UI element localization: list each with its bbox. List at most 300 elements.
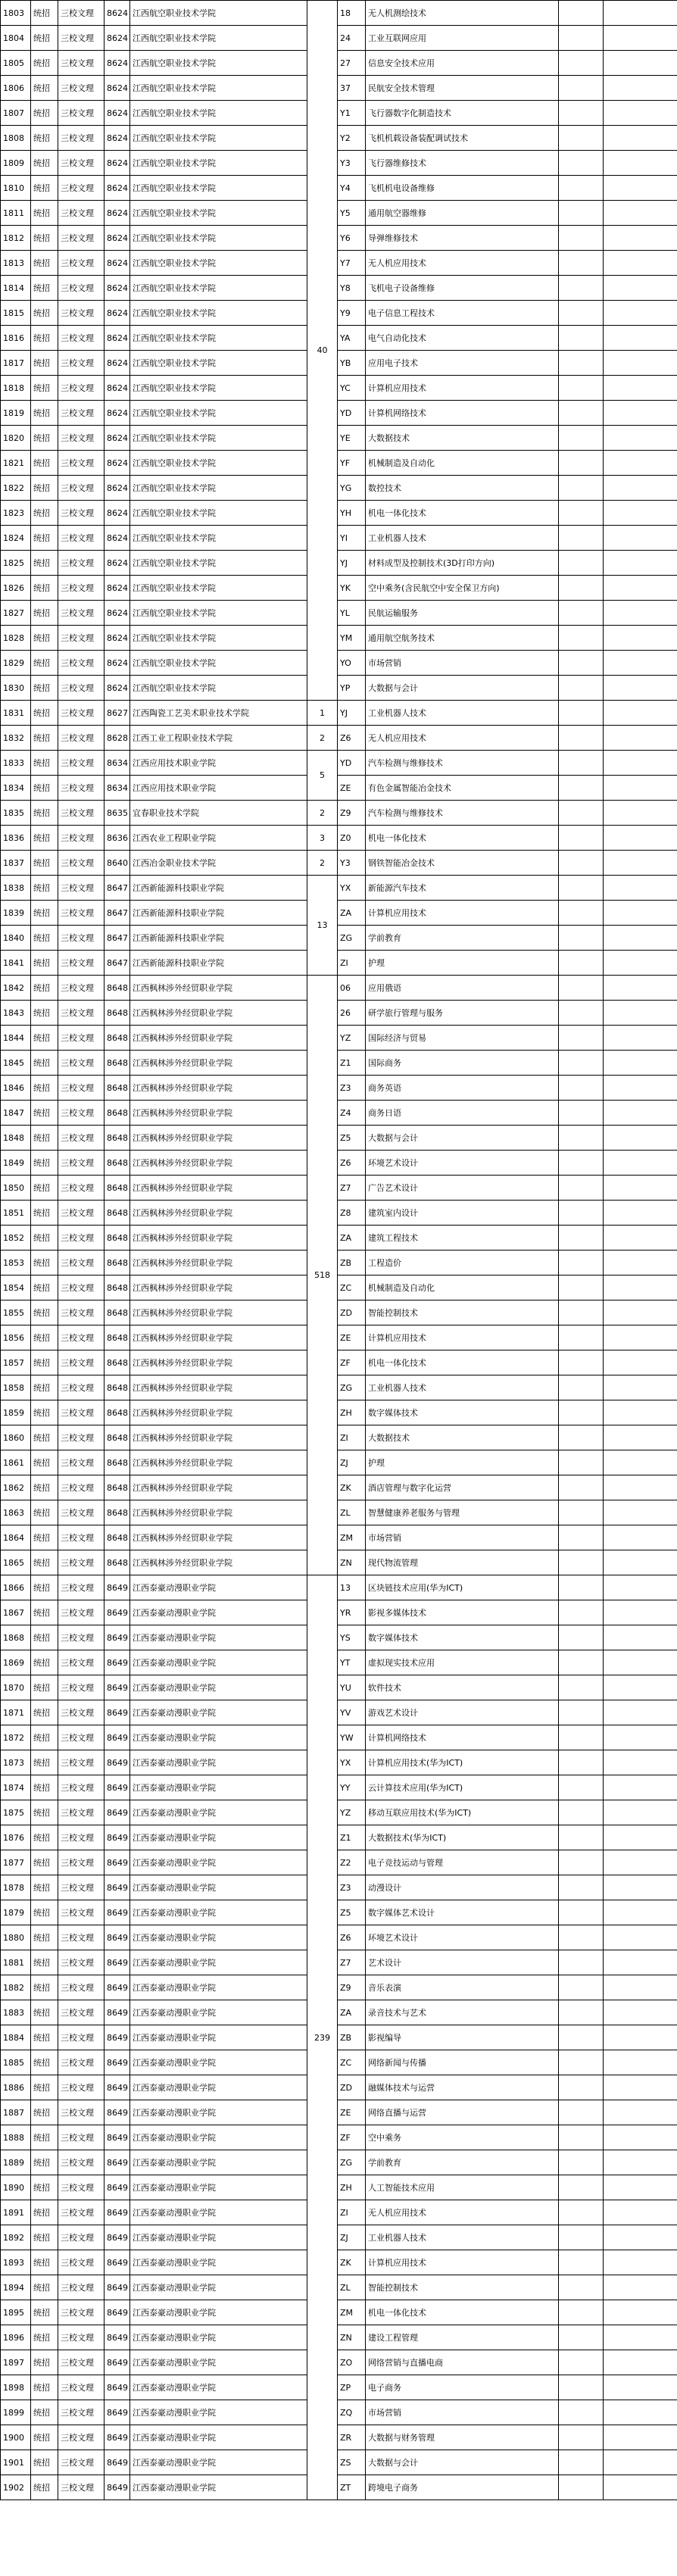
tuition-cell	[559, 2200, 604, 2225]
serial-number-cell: 1875	[1, 1800, 31, 1825]
remarks-cell	[604, 151, 677, 176]
category-cell: 三校文理	[58, 26, 105, 51]
school-name-cell: 宜春职业技术学院	[130, 801, 307, 826]
serial-number-cell: 1825	[1, 551, 31, 576]
major-code-cell: YJ	[338, 551, 366, 576]
table-row	[1, 1525, 677, 1550]
school-name-cell: 江西枫林涉外经贸职业学院	[130, 1001, 307, 1026]
category-cell: 三校文理	[58, 1850, 105, 1875]
tuition-cell	[559, 1101, 604, 1126]
table-row	[1, 2100, 677, 2125]
category-cell: 三校文理	[58, 2200, 105, 2225]
major-name-cell: 材料成型及控制技术(3D打印方向)	[366, 551, 559, 576]
school-code-cell: 8649	[105, 1825, 130, 1850]
school-name-cell: 江西泰豪动漫职业学院	[130, 1975, 307, 2000]
tuition-cell	[559, 1251, 604, 1276]
table-row	[1, 351, 677, 376]
school-code-cell: 8624	[105, 1, 130, 26]
table-body	[1, 1, 677, 2500]
table-row	[1, 326, 677, 351]
remarks-cell	[604, 101, 677, 126]
category-cell: 三校文理	[58, 1101, 105, 1126]
remarks-cell	[604, 1650, 677, 1675]
tuition-cell	[559, 2375, 604, 2400]
remarks-cell	[604, 626, 677, 651]
major-code-cell: ZF	[338, 1350, 366, 1375]
tuition-cell	[559, 301, 604, 326]
table-row	[1, 551, 677, 576]
major-name-cell: 计算机网络技术	[366, 401, 559, 426]
major-name-cell: 游戏艺术设计	[366, 1700, 559, 1725]
category-cell: 三校文理	[58, 1051, 105, 1076]
category-cell: 三校文理	[58, 501, 105, 526]
school-name-cell: 江西泰豪动漫职业学院	[130, 1775, 307, 1800]
major-code-cell: 27	[338, 51, 366, 76]
remarks-cell	[604, 2225, 677, 2250]
school-name-cell: 江西航空职业技术学院	[130, 51, 307, 76]
enrollment-type-cell: 统招	[31, 176, 58, 201]
major-name-cell: 民航运输服务	[366, 601, 559, 626]
school-code-cell: 8624	[105, 76, 130, 101]
remarks-cell	[604, 176, 677, 201]
table-row	[1, 1, 677, 26]
remarks-cell	[604, 26, 677, 51]
table-row	[1, 1550, 677, 1575]
school-code-cell: 8624	[105, 126, 130, 151]
serial-number-cell: 1888	[1, 2125, 31, 2150]
serial-number-cell: 1889	[1, 2150, 31, 2175]
major-name-cell: 机电一体化技术	[366, 826, 559, 851]
category-cell: 三校文理	[58, 101, 105, 126]
school-code-cell: 8624	[105, 601, 130, 626]
remarks-cell	[604, 1051, 677, 1076]
table-row	[1, 626, 677, 651]
major-code-cell: 06	[338, 976, 366, 1001]
table-row	[1, 926, 677, 951]
enrollment-type-cell: 统招	[31, 901, 58, 926]
remarks-cell	[604, 2275, 677, 2300]
table-row	[1, 1375, 677, 1400]
major-code-cell: ZQ	[338, 2400, 366, 2425]
remarks-cell	[604, 576, 677, 601]
table-row	[1, 2400, 677, 2425]
serial-number-cell: 1882	[1, 1975, 31, 2000]
tuition-cell	[559, 1300, 604, 1325]
enrollment-type-cell: 统招	[31, 1051, 58, 1076]
category-cell: 三校文理	[58, 1325, 105, 1350]
major-code-cell: YK	[338, 576, 366, 601]
tuition-cell	[559, 901, 604, 926]
tuition-cell	[559, 1650, 604, 1675]
remarks-cell	[604, 1950, 677, 1975]
school-name-cell: 江西枫林涉外经贸职业学院	[130, 1425, 307, 1450]
serial-number-cell: 1843	[1, 1001, 31, 1026]
school-code-cell: 8648	[105, 1400, 130, 1425]
category-cell: 三校文理	[58, 201, 105, 226]
remarks-cell	[604, 2000, 677, 2025]
major-name-cell: 学前教育	[366, 926, 559, 951]
school-code-cell: 8649	[105, 1950, 130, 1975]
major-code-cell: Z4	[338, 1101, 366, 1126]
category-cell: 三校文理	[58, 1575, 105, 1600]
category-cell: 三校文理	[58, 1276, 105, 1300]
category-cell: 三校文理	[58, 1950, 105, 1975]
major-code-cell: YJ	[338, 701, 366, 726]
school-name-cell: 江西泰豪动漫职业学院	[130, 1725, 307, 1750]
major-name-cell: 环境艺术设计	[366, 1151, 559, 1176]
serial-number-cell: 1849	[1, 1151, 31, 1176]
table-row	[1, 1800, 677, 1825]
school-name-cell: 江西枫林涉外经贸职业学院	[130, 1076, 307, 1101]
table-row	[1, 1875, 677, 1900]
table-row	[1, 1900, 677, 1925]
major-code-cell: YP	[338, 676, 366, 701]
table-row	[1, 301, 677, 326]
category-cell: 三校文理	[58, 1700, 105, 1725]
school-name-cell: 江西航空职业技术学院	[130, 601, 307, 626]
tuition-cell	[559, 2475, 604, 2500]
enrollment-type-cell: 统招	[31, 2325, 58, 2350]
major-name-cell: 应用俄语	[366, 976, 559, 1001]
table-row	[1, 1650, 677, 1675]
school-code-cell: 8649	[105, 2275, 130, 2300]
school-name-cell: 江西航空职业技术学院	[130, 1, 307, 26]
major-name-cell: 音乐表演	[366, 1975, 559, 2000]
tuition-cell	[559, 1625, 604, 1650]
major-name-cell: 通用航空器维修	[366, 201, 559, 226]
remarks-cell	[604, 1575, 677, 1600]
school-code-cell: 8624	[105, 176, 130, 201]
major-name-cell: 民航安全技术管理	[366, 76, 559, 101]
school-name-cell: 江西航空职业技术学院	[130, 201, 307, 226]
tuition-cell	[559, 476, 604, 501]
school-code-cell: 8648	[105, 1550, 130, 1575]
major-name-cell: 大数据技术(华为ICT)	[366, 1825, 559, 1850]
table-row	[1, 1700, 677, 1725]
major-name-cell: 通用航空航务技术	[366, 626, 559, 651]
major-name-cell: 钢铁智能冶金技术	[366, 851, 559, 876]
remarks-cell	[604, 2325, 677, 2350]
table-row	[1, 2175, 677, 2200]
serial-number-cell: 1804	[1, 26, 31, 51]
major-name-cell: 融媒体技术与运营	[366, 2075, 559, 2100]
remarks-cell	[604, 1201, 677, 1226]
enrollment-type-cell: 统招	[31, 926, 58, 951]
school-code-cell: 8649	[105, 2075, 130, 2100]
tuition-cell	[559, 426, 604, 451]
tuition-cell	[559, 1725, 604, 1750]
school-name-cell: 江西泰豪动漫职业学院	[130, 2075, 307, 2100]
remarks-cell	[604, 451, 677, 476]
table-row	[1, 1425, 677, 1450]
major-code-cell: Z3	[338, 1875, 366, 1900]
remarks-cell	[604, 1825, 677, 1850]
tuition-cell	[559, 826, 604, 851]
school-name-cell: 江西航空职业技术学院	[130, 226, 307, 251]
category-cell: 三校文理	[58, 726, 105, 751]
table-row	[1, 2275, 677, 2300]
tuition-cell	[559, 2025, 604, 2050]
major-code-cell: YX	[338, 1750, 366, 1775]
enrollment-type-cell: 统招	[31, 1725, 58, 1750]
school-code-cell: 8649	[105, 2200, 130, 2225]
remarks-cell	[604, 1176, 677, 1201]
major-name-cell: 建设工程管理	[366, 2325, 559, 2350]
enrollment-type-cell: 统招	[31, 1775, 58, 1800]
school-name-cell: 江西枫林涉外经贸职业学院	[130, 1475, 307, 1500]
category-cell: 三校文理	[58, 1825, 105, 1850]
major-name-cell: 机电一体化技术	[366, 501, 559, 526]
school-code-cell: 8624	[105, 51, 130, 76]
school-name-cell: 江西航空职业技术学院	[130, 26, 307, 51]
major-name-cell: 商务日语	[366, 1101, 559, 1126]
remarks-cell	[604, 1900, 677, 1925]
enrollment-type-cell: 统招	[31, 2275, 58, 2300]
school-code-cell: 8648	[105, 1375, 130, 1400]
serial-number-cell: 1885	[1, 2050, 31, 2075]
remarks-cell	[604, 1725, 677, 1750]
category-cell: 三校文理	[58, 1675, 105, 1700]
table-row	[1, 2075, 677, 2100]
category-cell: 三校文理	[58, 901, 105, 926]
table-row	[1, 2000, 677, 2025]
remarks-cell	[604, 351, 677, 376]
major-code-cell: Z3	[338, 1076, 366, 1101]
school-code-cell: 8648	[105, 1176, 130, 1201]
major-name-cell: 国际经济与贸易	[366, 1026, 559, 1051]
serial-number-cell: 1814	[1, 276, 31, 301]
enrollment-type-cell: 统招	[31, 1575, 58, 1600]
tuition-cell	[559, 1475, 604, 1500]
table-row	[1, 1300, 677, 1325]
table-row	[1, 1201, 677, 1226]
table-row	[1, 651, 677, 676]
school-name-cell: 江西泰豪动漫职业学院	[130, 2400, 307, 2425]
school-name-cell: 江西泰豪动漫职业学院	[130, 2250, 307, 2275]
remarks-cell	[604, 1500, 677, 1525]
school-code-cell: 8649	[105, 2350, 130, 2375]
major-name-cell: 影视多媒体技术	[366, 1600, 559, 1625]
school-name-cell: 江西冶金职业技术学院	[130, 851, 307, 876]
school-name-cell: 江西陶瓷工艺美术职业技术学院	[130, 701, 307, 726]
serial-number-cell: 1898	[1, 2375, 31, 2400]
tuition-cell	[559, 1950, 604, 1975]
major-code-cell: YC	[338, 376, 366, 401]
tuition-cell	[559, 2425, 604, 2450]
serial-number-cell: 1840	[1, 926, 31, 951]
school-name-cell: 江西航空职业技术学院	[130, 451, 307, 476]
school-code-cell: 8649	[105, 2325, 130, 2350]
table-row	[1, 2250, 677, 2275]
serial-number-cell: 1887	[1, 2100, 31, 2125]
category-cell: 三校文理	[58, 2125, 105, 2150]
remarks-cell	[604, 976, 677, 1001]
tuition-cell	[559, 1825, 604, 1850]
enrollment-type-cell: 统招	[31, 1176, 58, 1201]
school-code-cell: 8649	[105, 1850, 130, 1875]
major-code-cell: YO	[338, 651, 366, 676]
tuition-cell	[559, 226, 604, 251]
remarks-cell	[604, 1925, 677, 1950]
enrollment-type-cell: 统招	[31, 76, 58, 101]
major-name-cell: 大数据与会计	[366, 2450, 559, 2475]
category-cell: 三校文理	[58, 2250, 105, 2275]
serial-number-cell: 1864	[1, 1525, 31, 1550]
plan-count-cell: 2	[307, 726, 338, 751]
table-row	[1, 26, 677, 51]
enrollment-type-cell: 统招	[31, 776, 58, 801]
major-code-cell: ZL	[338, 2275, 366, 2300]
category-cell: 三校文理	[58, 1001, 105, 1026]
serial-number-cell: 1826	[1, 576, 31, 601]
school-name-cell: 江西枫林涉外经贸职业学院	[130, 1226, 307, 1251]
school-code-cell: 8649	[105, 2100, 130, 2125]
major-code-cell: Y4	[338, 176, 366, 201]
major-code-cell: Z6	[338, 1925, 366, 1950]
school-name-cell: 江西新能源科技职业学院	[130, 876, 307, 901]
tuition-cell	[559, 801, 604, 826]
category-cell: 三校文理	[58, 2400, 105, 2425]
major-code-cell: ZA	[338, 2000, 366, 2025]
serial-number-cell: 1896	[1, 2325, 31, 2350]
category-cell: 三校文理	[58, 1176, 105, 1201]
remarks-cell	[604, 1450, 677, 1475]
serial-number-cell: 1868	[1, 1625, 31, 1650]
remarks-cell	[604, 2025, 677, 2050]
tuition-cell	[559, 976, 604, 1001]
school-name-cell: 江西泰豪动漫职业学院	[130, 2025, 307, 2050]
remarks-cell	[604, 2075, 677, 2100]
major-name-cell: 数字媒体艺术设计	[366, 1900, 559, 1925]
table-row	[1, 876, 677, 901]
major-name-cell: 研学旅行管理与服务	[366, 1001, 559, 1026]
enrollment-type-cell: 统招	[31, 1350, 58, 1375]
major-code-cell: ZK	[338, 2250, 366, 2275]
school-code-cell: 8647	[105, 901, 130, 926]
category-cell: 三校文理	[58, 601, 105, 626]
category-cell: 三校文理	[58, 1525, 105, 1550]
tuition-cell	[559, 1126, 604, 1151]
major-code-cell: ZI	[338, 2200, 366, 2225]
serial-number-cell: 1897	[1, 2350, 31, 2375]
table-row	[1, 1975, 677, 2000]
enrollment-type-cell: 统招	[31, 626, 58, 651]
school-name-cell: 江西航空职业技术学院	[130, 276, 307, 301]
serial-number-cell: 1863	[1, 1500, 31, 1525]
school-name-cell: 江西泰豪动漫职业学院	[130, 2325, 307, 2350]
category-cell: 三校文理	[58, 1076, 105, 1101]
major-code-cell: YU	[338, 1675, 366, 1700]
tuition-cell	[559, 576, 604, 601]
plan-count-cell: 5	[307, 751, 338, 801]
serial-number-cell: 1850	[1, 1176, 31, 1201]
major-name-cell: 市场营销	[366, 651, 559, 676]
school-name-cell: 江西泰豪动漫职业学院	[130, 1575, 307, 1600]
remarks-cell	[604, 2375, 677, 2400]
school-name-cell: 江西枫林涉外经贸职业学院	[130, 1126, 307, 1151]
school-name-cell: 江西泰豪动漫职业学院	[130, 1850, 307, 1875]
serial-number-cell: 1870	[1, 1675, 31, 1700]
category-cell: 三校文理	[58, 2425, 105, 2450]
remarks-cell	[604, 1026, 677, 1051]
table-row	[1, 1151, 677, 1176]
category-cell: 三校文理	[58, 876, 105, 901]
category-cell: 三校文理	[58, 1750, 105, 1775]
enrollment-type-cell: 统招	[31, 1825, 58, 1850]
school-name-cell: 江西航空职业技术学院	[130, 176, 307, 201]
serial-number-cell: 1822	[1, 476, 31, 501]
remarks-cell	[604, 1600, 677, 1625]
school-code-cell: 8649	[105, 1700, 130, 1725]
major-name-cell: 机电一体化技术	[366, 1350, 559, 1375]
tuition-cell	[559, 1276, 604, 1300]
school-code-cell: 8648	[105, 1500, 130, 1525]
remarks-cell	[604, 2100, 677, 2125]
table-row	[1, 1276, 677, 1300]
serial-number-cell: 1895	[1, 2300, 31, 2325]
tuition-cell	[559, 1076, 604, 1101]
remarks-cell	[604, 1325, 677, 1350]
school-code-cell: 8635	[105, 801, 130, 826]
major-code-cell: ZM	[338, 2300, 366, 2325]
table-row	[1, 176, 677, 201]
school-name-cell: 江西泰豪动漫职业学院	[130, 1625, 307, 1650]
table-row	[1, 2300, 677, 2325]
major-code-cell: ZH	[338, 2175, 366, 2200]
school-code-cell: 8624	[105, 401, 130, 426]
enrollment-type-cell: 统招	[31, 1975, 58, 2000]
tuition-cell	[559, 1900, 604, 1925]
major-name-cell: 空中乘务(含民航空中安全保卫方向)	[366, 576, 559, 601]
tuition-cell	[559, 1525, 604, 1550]
plan-count-cell: 239	[307, 1575, 338, 2500]
remarks-cell	[604, 1, 677, 26]
major-code-cell: Z9	[338, 801, 366, 826]
major-name-cell: 影视编导	[366, 2025, 559, 2050]
major-name-cell: 数字媒体技术	[366, 1625, 559, 1650]
major-name-cell: 无人机应用技术	[366, 2200, 559, 2225]
remarks-cell	[604, 2300, 677, 2325]
enrollment-type-cell: 统招	[31, 1325, 58, 1350]
category-cell: 三校文理	[58, 626, 105, 651]
tuition-cell	[559, 776, 604, 801]
tuition-cell	[559, 1750, 604, 1775]
major-name-cell: 电气自动化技术	[366, 326, 559, 351]
school-name-cell: 江西航空职业技术学院	[130, 526, 307, 551]
major-name-cell: 广告艺术设计	[366, 1176, 559, 1201]
major-code-cell: ZI	[338, 951, 366, 976]
school-name-cell: 江西泰豪动漫职业学院	[130, 2350, 307, 2375]
table-row	[1, 51, 677, 76]
school-name-cell: 江西泰豪动漫职业学院	[130, 2275, 307, 2300]
school-name-cell: 江西航空职业技术学院	[130, 576, 307, 601]
major-name-cell: 大数据与会计	[366, 676, 559, 701]
school-name-cell: 江西航空职业技术学院	[130, 501, 307, 526]
enrollment-type-cell: 统招	[31, 451, 58, 476]
serial-number-cell: 1856	[1, 1325, 31, 1350]
serial-number-cell: 1827	[1, 601, 31, 626]
table-row	[1, 151, 677, 176]
major-name-cell: 市场营销	[366, 1525, 559, 1550]
major-code-cell: YA	[338, 326, 366, 351]
category-cell: 三校文理	[58, 2025, 105, 2050]
school-name-cell: 江西航空职业技术学院	[130, 551, 307, 576]
serial-number-cell: 1901	[1, 2450, 31, 2475]
category-cell: 三校文理	[58, 176, 105, 201]
enrollment-type-cell: 统招	[31, 1101, 58, 1126]
major-code-cell: YZ	[338, 1800, 366, 1825]
remarks-cell	[604, 1975, 677, 2000]
